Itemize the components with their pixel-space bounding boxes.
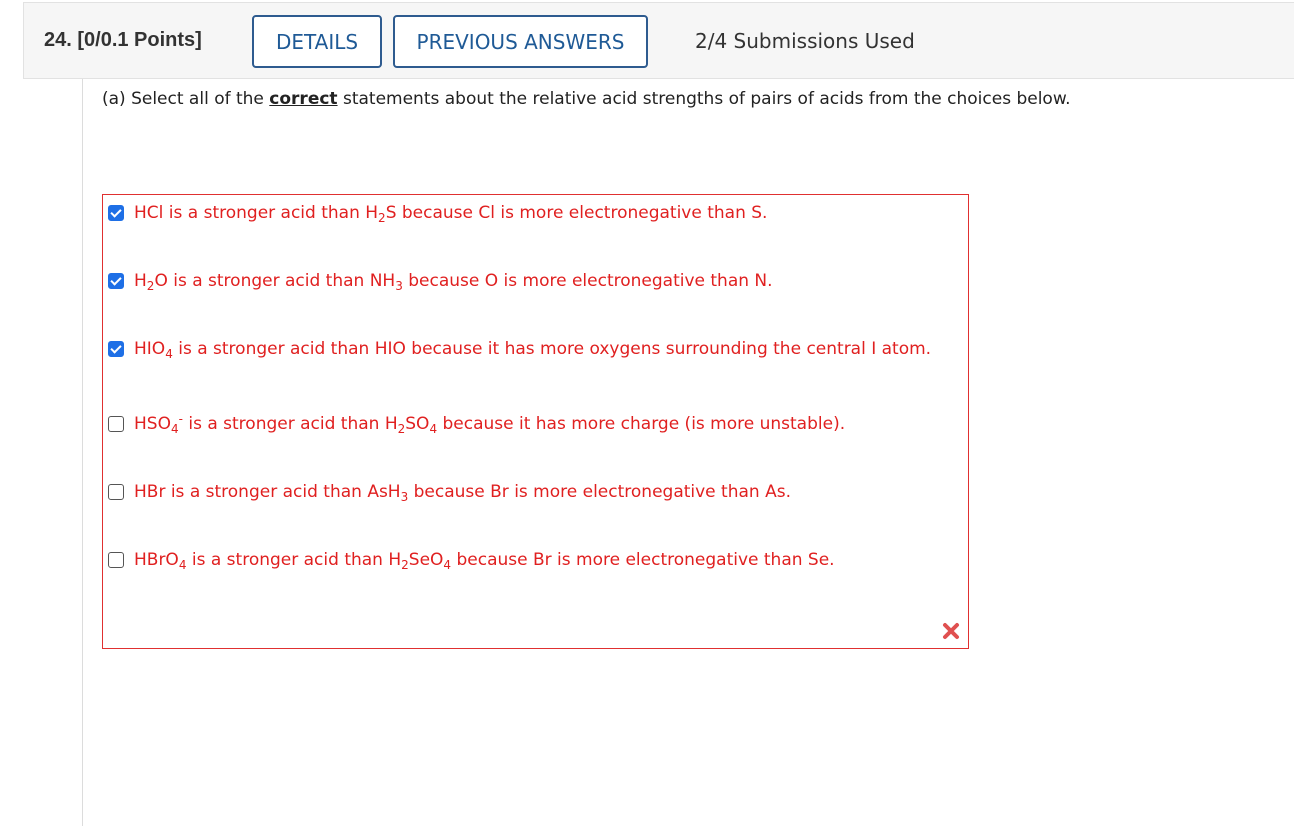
prompt-emphasis: correct bbox=[269, 89, 338, 109]
checkbox-checked[interactable] bbox=[108, 273, 124, 289]
incorrect-x-icon bbox=[942, 622, 960, 640]
checkbox-checked[interactable] bbox=[108, 341, 124, 357]
answer-choice-label bbox=[134, 550, 835, 570]
label-text: because it has more charge (is more unstable). bbox=[437, 414, 846, 434]
label-text: O is a stronger acid than NH bbox=[154, 271, 396, 291]
label-text: is a stronger acid than HIO because it has more oxygens surrounding the central I atom. bbox=[172, 339, 932, 359]
subscript: 4 bbox=[443, 558, 452, 572]
content-divider bbox=[82, 79, 83, 826]
label-text: SO bbox=[405, 414, 430, 434]
label-text: because O is more electronegative than N. bbox=[402, 271, 773, 291]
checkbox-checked[interactable] bbox=[108, 205, 124, 221]
question-header bbox=[23, 2, 1294, 79]
subscript: 4 bbox=[165, 347, 173, 361]
answer-choice[interactable] bbox=[108, 482, 791, 502]
subscript: 2 bbox=[401, 558, 409, 572]
answer-choice[interactable] bbox=[108, 339, 931, 359]
checkbox-unchecked[interactable] bbox=[108, 552, 124, 568]
checkbox-unchecked[interactable] bbox=[108, 484, 124, 500]
label-text: HIO bbox=[134, 339, 166, 359]
subscript: 2 bbox=[378, 211, 386, 225]
prompt-suffix: statements about the relative acid strengths of pairs of acids from the choices below. bbox=[337, 89, 1071, 109]
answer-choices-box bbox=[102, 194, 969, 649]
label-text: HSO bbox=[134, 414, 171, 434]
answer-choice[interactable] bbox=[108, 203, 767, 223]
label-text: HBrO bbox=[134, 550, 179, 570]
subscript: 4 bbox=[429, 422, 438, 436]
question-prompt bbox=[102, 89, 1071, 109]
superscript: - bbox=[178, 412, 183, 426]
subscript: 4 bbox=[170, 422, 179, 436]
label-text: H bbox=[134, 271, 147, 291]
label-text: HCl is a stronger acid than H bbox=[134, 203, 379, 223]
label-text: S because Cl is more electronegative than S. bbox=[385, 203, 768, 223]
subscript: 3 bbox=[395, 279, 403, 293]
answer-choice-label bbox=[134, 339, 931, 359]
label-text: is a stronger acid than H bbox=[182, 414, 398, 434]
submissions-used: 2/4 Submissions Used bbox=[695, 29, 915, 53]
answer-choice-label bbox=[134, 482, 791, 502]
subscript: 4 bbox=[178, 558, 187, 572]
label-text: because Br is more electronegative than Se. bbox=[451, 550, 835, 570]
subscript: 2 bbox=[397, 422, 406, 436]
answer-choice-label bbox=[134, 414, 845, 434]
details-button[interactable]: DETAILS bbox=[252, 15, 382, 68]
label-text: because Br is more electronegative than As. bbox=[408, 482, 791, 502]
prompt-prefix: (a) Select all of the bbox=[102, 89, 270, 109]
subscript: 3 bbox=[400, 490, 409, 504]
answer-choice[interactable] bbox=[108, 414, 845, 434]
answer-choice[interactable] bbox=[108, 271, 773, 291]
question-number: 24. [0/0.1 Points] bbox=[44, 29, 202, 51]
label-text: HBr is a stronger acid than AsH bbox=[134, 482, 401, 502]
label-text: SeO bbox=[408, 550, 444, 570]
answer-choice-label bbox=[134, 203, 767, 223]
subscript: 2 bbox=[146, 279, 155, 293]
checkbox-unchecked[interactable] bbox=[108, 416, 124, 432]
answer-choice[interactable] bbox=[108, 550, 835, 570]
previous-answers-button[interactable]: PREVIOUS ANSWERS bbox=[393, 15, 648, 68]
answer-choice-label bbox=[134, 271, 773, 291]
label-text: is a stronger acid than H bbox=[186, 550, 402, 570]
